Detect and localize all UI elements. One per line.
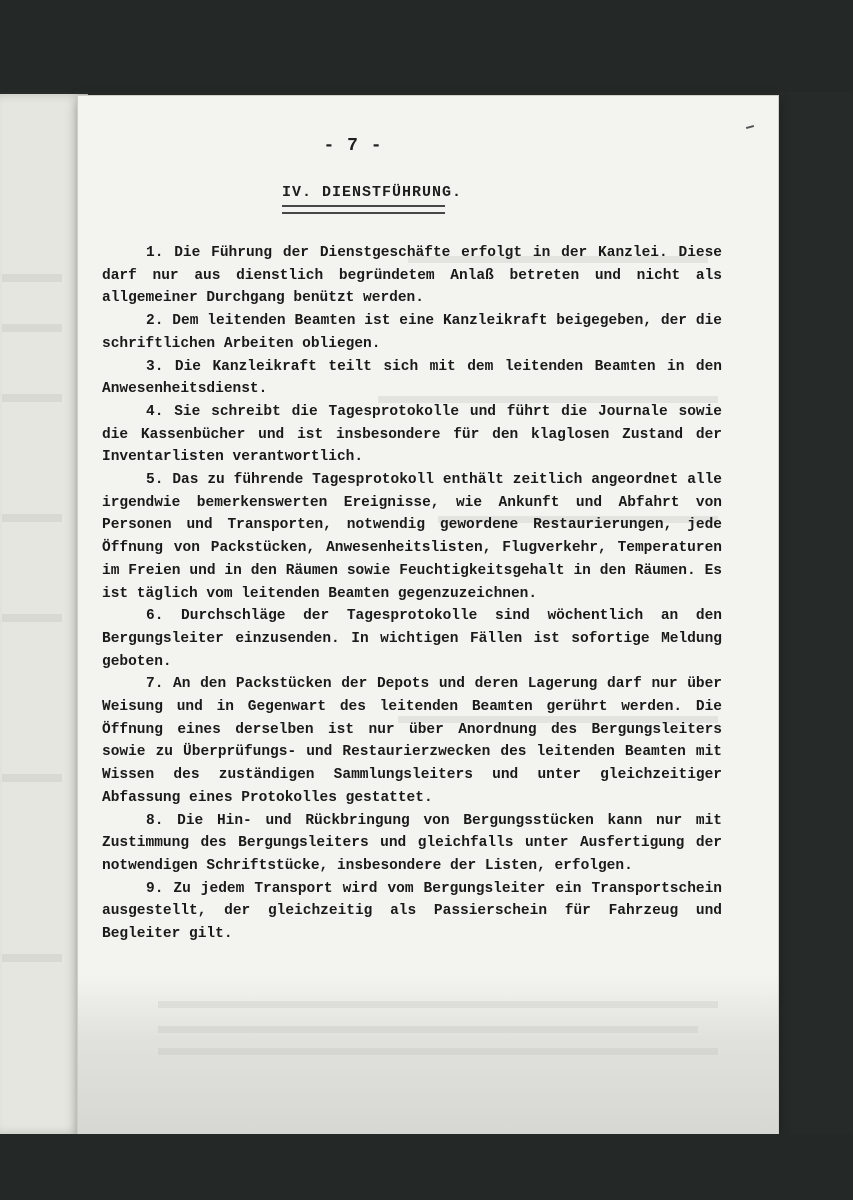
facing-page-ghost-line [2,274,62,282]
page-bottom-shade [78,976,778,1134]
paragraph-9: 9. Zu jedem Transport wird vom Bergungsleiter ein Transportschein ausgestellt, der gleichzeitig als Passierschein für Fahrzeug und Begleiter gilt. [102,880,722,943]
paragraph-7: 7. An den Packstücken der Depots und deren Lagerung darf nur über Weisung und in Gegenwart des leitenden Beamten gerührt werden. Die Öffnung eines derselben ist nur über Anordnung des Bergungsleiters sowie zu Überprüfungs- und Restaurierzwecken des leitenden Beamten mit Wissen des zuständigen Sammlungsleiters und unter gleichzeitiger Abfassung eines Protokolles gestattet. [102,676,722,806]
facing-page-ghost-line [2,514,62,522]
paragraph-1: 1. Die Führung der Dienstgeschäfte erfolgt in der Kanzlei. Diese darf nur aus dienstlich begründetem Anlaß betreten und nicht als allgemeiner Durchgang benützt werden. [102,245,722,307]
paragraph-3: 3. Die Kanzleikraft teilt sich mit dem leitenden Beamten in den Anwesenheitsdienst. [102,358,722,398]
page-number: - 7 - [323,136,383,156]
document-page [78,96,778,1134]
paragraph-4: 4. Sie schreibt die Tagesprotokolle und führt die Journale sowie die Kassenbücher und ist insbesondere für den klaglosen Zustand der Inventarlisten verantwortlich. [102,403,722,466]
paragraph-5: 5. Das zu führende Tagesprotokoll enthält zeitlich angeordnet alle irgendwie bemerkenswerten Ereignisse, wie Ankunft und Abfahrt von Personen und Transporten, notwendig gewordene Restaurierungen, jede Öffnung von Packstücken, Anwesenheitslisten, Flugverkehr, Temperaturen im Freien und in den Räumen sowie Feuchtigkeitsgehalt in den Räumen. Es ist täglich vom leitenden Beamten gegenzuzeichnen. [102,472,722,602]
ink-speck [746,125,754,129]
paragraph-8: 8. Die Hin- und Rückbringung von Bergungsstücken kann nur mit Zustimmung des Bergungsleiters und gleichfalls unter Ausfertigung der notwendigen Schriftstücke, insbesondere der Listen, erfolgen. [102,812,722,874]
facing-page-ghost-line [2,324,62,332]
scan-background-bottom [0,1134,853,1200]
facing-page-ghost-line [2,394,62,402]
paragraph-6: 6. Durchschläge der Tagesprotokolle sind wöchentlich an den Bergungsleiter einzusenden. In wichtigen Fällen ist sofortige Meldung geboten. [102,608,722,670]
heading-double-underline [282,205,445,214]
section-heading: IV. DIENSTFÜHRUNG. [282,184,463,201]
facing-page-ghost-line [2,954,62,962]
facing-page-edge [0,94,88,1134]
scan-background [0,0,853,92]
facing-page-ghost-line [2,774,62,782]
body-text [102,242,722,946]
facing-page-ghost-line [2,614,62,622]
paragraph-2: 2. Dem leitenden Beamten ist eine Kanzleikraft beigegeben, der die schriftlichen Arbeiten obliegen. [102,313,722,352]
